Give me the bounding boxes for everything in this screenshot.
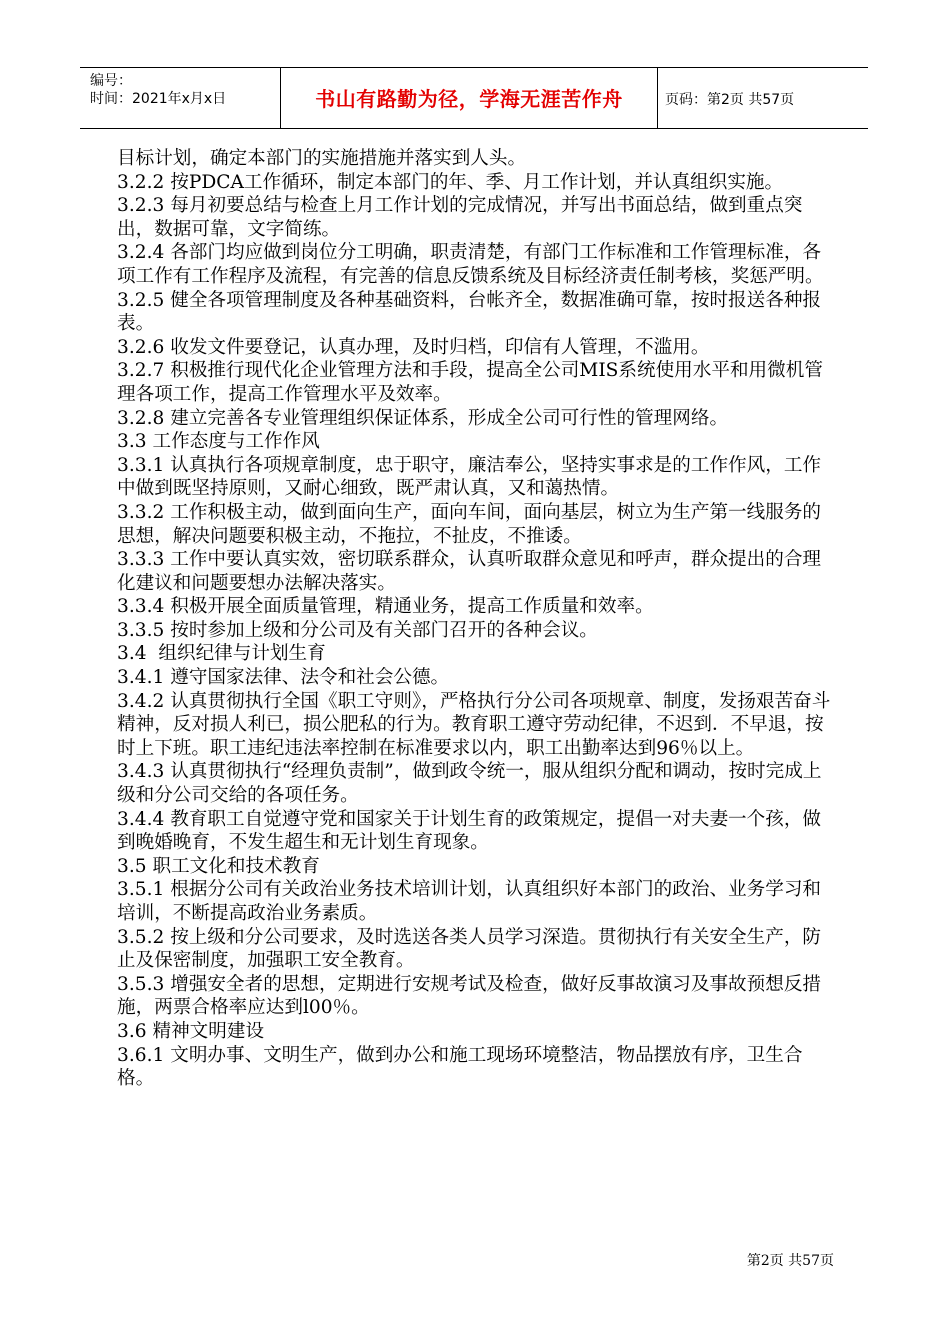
body-paragraph: 3.6.1 文明办事、文明生产，做到办公和施工现场环境整洁，物品摆放有序，卫生合格。: [117, 1044, 803, 1090]
body-paragraph: 3.4.2 认真贯彻执行全国《职工守则》，严格执行分公司各项规章、制度，发扬艰苦奋斗精神，反对损人利已，损公肥私的行为。教育职工遵守劳动纪律，不迟到．不早退，按时上下班。职工违纪违法率控制在标准要求以内，职工出勤率达到96％以上。: [117, 690, 831, 759]
doc-number-label: 编号：: [90, 73, 132, 89]
header-meta-cell: [80, 67, 280, 129]
body-paragraph: 3.5.1 根据分公司有关政治业务技术培训计划，认真组织好本部门的政治、业务学习和培训，不断提高政治业务素质。: [117, 879, 822, 924]
body-paragraph: 3.2.3 每月初要总结与检查上月工作计划的完成情况，并写出书面总结，做到重点突出，数据可靠，文字简练。: [117, 195, 803, 240]
section-heading: 3.4 组织纪律与计划生育: [117, 643, 326, 665]
body-paragraph: 3.4.3 认真贯彻执行“经理负责制”，做到政令统一，服从组织分配和调动，按时完成上级和分公司交给的各项任务。: [117, 761, 822, 807]
document-body: [117, 147, 837, 1091]
body-paragraph: 3.2.6 收发文件要登记，认真办理，及时归档，印信有人管理，不滥用。: [117, 336, 710, 358]
body-paragraph: 3.3.3 工作中要认真实效，密切联系群众，认真听取群众意见和呼声，群众提出的合理化建议和问题要想办法解决落实。: [117, 549, 822, 594]
body-paragraph: 3.4.1 遵守国家法律、法令和社会公德。: [117, 667, 450, 689]
body-paragraph: 3.3.2 工作积极主动，做到面向生产，面向车间，面向基层，树立为生产第一线服务的思想，解决问题要积极主动，不拖拉，不扯皮，不推诿。: [117, 501, 822, 547]
header-bottom-rule: [80, 128, 868, 129]
section-heading: 3.5 职工文化和技术教育: [117, 855, 320, 877]
header-page-cell: [657, 67, 868, 129]
header-motto: 书山有路勤为径，学海无涯苦作舟: [315, 87, 623, 111]
section-heading: 3.3 工作态度与工作作风: [117, 431, 320, 453]
page-header: [80, 67, 868, 129]
body-paragraph: 3.2.2 按PDCA工作循环，制定本部门的年、季、月工作计划，并认真组织实施。: [117, 171, 784, 193]
header-motto-cell: [280, 67, 658, 129]
body-paragraph: 目标计划，确定本部门的实施措施并落实到人头。: [117, 148, 527, 169]
header-page-info: 页码：第2页 共57页: [665, 92, 795, 108]
body-paragraph: 3.5.2 按上级和分公司要求，及时选送各类人员学习深造。贯彻执行有关安全生产，防止及保密制度，加强职工安全教育。: [117, 926, 822, 972]
body-paragraph: 3.5.3 增强安全者的思想，定期进行安规考试及检查，做好反事故演习及事故预想反措施，两票合格率应达到l00％。: [117, 973, 822, 1019]
section-heading: 3.6 精神文明建设: [117, 1020, 265, 1042]
body-paragraph: 3.2.5 健全各项管理制度及各种基础资料，台帐齐全，数据准确可靠，按时报送各种报表。: [117, 289, 822, 335]
body-paragraph: 3.4.4 教育职工自觉遵守党和国家关于计划生育的政策规定，提倡一对夫妻一个孩，做到晚婚晚育，不发生超生和无计划生育现象。: [117, 808, 822, 854]
body-paragraph: 3.2.7 积极推行现代化企业管理方法和手段，提高全公司MIS系统使用水平和用微机管理各项工作，提高工作管理水平及效率。: [117, 360, 823, 405]
body-paragraph: 3.3.5 按时参加上级和分公司及有关部门召开的各种会议。: [117, 619, 598, 641]
doc-time-label: 时间：2021年x月x日: [90, 91, 227, 107]
body-paragraph: 3.2.4 各部门均应做到岗位分工明确，职责清楚，有部门工作标准和工作管理标准，各项工作有工作程序及流程，有完善的信息反馈系统及目标经济责任制考核，奖惩严明。: [117, 242, 824, 287]
body-paragraph: 3.2.8 建立完善各专业管理组织保证体系，形成全公司可行性的管理网络。: [117, 407, 729, 429]
body-paragraph: 3.3.1 认真执行各项规章制度，忠于职守，廉洁奉公，坚持实事求是的工作作风，工作中做到既坚持原则，又耐心细致，既严肃认真，又和蔼热情。: [117, 454, 822, 500]
page-footer: 第2页 共57页: [746, 1253, 834, 1269]
body-paragraph: 3.3.4 积极开展全面质量管理，精通业务，提高工作质量和效率。: [117, 596, 654, 618]
